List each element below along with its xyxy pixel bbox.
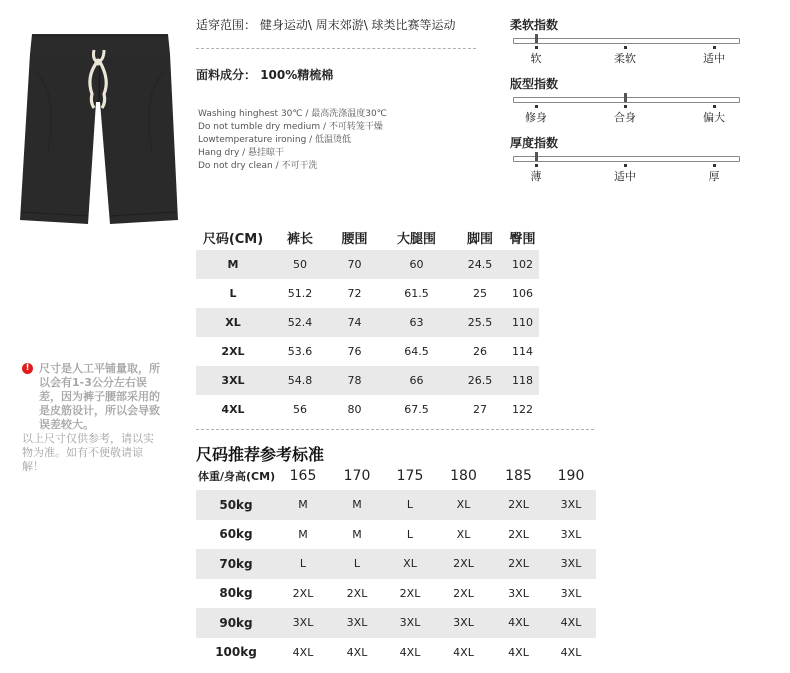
table-cell: 56 [293,403,307,416]
fit-index [510,75,742,131]
table-cell: L [330,549,384,579]
weight-cell: 60kg [219,527,253,542]
scale-dot [713,164,716,167]
table-cell: 3XL [508,586,529,600]
table-row [196,638,596,668]
table-cell: 114 [512,345,533,358]
wash-care-item: Washing hinghest 30℃ / 最高洗涤温度30℃ [198,109,387,119]
table-row [196,279,539,308]
table-cell: 4XL [508,645,529,659]
table-cell: 26.5 [454,366,506,395]
weight-cell: 100kg [215,645,257,660]
table-cell: 4XL [399,645,421,659]
table-cell: 118 [506,366,539,395]
table-cell: 26 [473,345,487,358]
table-cell: 4XL [292,645,314,659]
table-cell: 4XL [560,645,582,659]
usage-scope [196,16,456,33]
scale-dot [624,164,627,167]
table-cell: 64.5 [404,345,429,358]
table-cell: 76 [347,345,362,358]
exclamation-icon: ! [22,363,33,374]
column-header: 脚围 [466,231,493,247]
table-cell: 3XL [276,608,330,638]
size-cell: 2XL [221,345,245,358]
wash-care-list [198,108,387,173]
fit-index-title: 版型指数 [510,77,559,91]
column-header: 裤长 [286,231,313,247]
table-cell: 50 [270,250,330,279]
thickness-label: 适中 [614,170,636,183]
size-cell: M [196,250,270,279]
measurement-note [22,362,162,474]
table-cell: 24.5 [454,250,506,279]
fabric-label: 面料成分： [196,68,257,82]
weight-cell: 50kg [196,490,276,520]
table-cell: 3XL [330,608,384,638]
wash-care-item: Lowtemperature ironing / 低温烫低 [198,135,352,145]
thickness-selected-marker [535,152,538,161]
divider [196,48,476,49]
table-cell: 3XL [546,490,596,520]
table-row [196,608,596,638]
table-cell: 110 [506,308,539,337]
usage-scope-value: 健身运动\ 周末郊游\ 球类比赛等运动 [259,18,456,32]
table-cell: 2XL [436,549,491,579]
column-header: 尺码(CM) [202,231,264,247]
table-cell: 63 [379,308,454,337]
table-cell: 70 [330,250,379,279]
table-cell: 3XL [546,549,596,579]
table-cell: 61.5 [404,287,429,300]
table-cell: 2XL [508,527,529,541]
scale-dot [535,46,538,49]
size-chart-header-row [196,224,539,250]
table-row [196,395,539,424]
thickness-label: 厚 [708,170,720,183]
table-cell: M [298,527,308,541]
table-cell: L [406,527,414,541]
note-text: 尺寸是人工平铺量取，所以会有1-3公分左右误差，因为裤子腰部采用的是皮筋设计，所以会导致误差较大。 [39,362,160,431]
table-cell: 2XL [453,586,474,600]
table-cell: XL [436,490,491,520]
wash-care-item: Hang dry / 悬挂晾干 [198,148,285,158]
table-cell: M [276,490,330,520]
height-header: 190 [557,468,585,484]
table-row [196,549,596,579]
table-row [196,520,596,550]
column-header: 大腿围 [396,231,436,247]
scale-dot [713,46,716,49]
recommend-header-row [196,462,596,490]
thickness-scale-bar [513,156,740,162]
wash-care-item: Do not dry clean / 不可干洗 [198,161,318,171]
softness-label: 适中 [703,52,725,65]
table-cell: 3XL [436,608,491,638]
table-row [196,337,539,366]
weight-cell: 90kg [196,608,276,638]
thickness-index [510,134,742,190]
softness-label: 柔软 [614,52,636,65]
weight-height-header: 体重/身高(CM) [198,470,276,483]
fabric-value: 100%精梳棉 [260,68,334,82]
softness-index [510,16,742,72]
fabric-composition [196,66,333,83]
table-cell: M [352,527,362,541]
scale-dot [535,164,538,167]
table-cell: 80 [347,403,362,416]
table-cell: XL [384,549,436,579]
column-header: 腰围 [341,231,368,247]
table-cell: 74 [330,308,379,337]
size-chart-table [196,224,539,424]
table-row [196,490,596,520]
size-cell: 3XL [196,366,270,395]
shorts-image [18,32,180,226]
wash-care-item: Do not tumble dry medium / 不可转笼干燥 [198,122,383,132]
column-header: 臀围 [509,231,536,247]
softness-scale-bar [513,38,740,44]
table-cell: 3XL [384,608,436,638]
table-cell: 60 [379,250,454,279]
table-cell: 78 [330,366,379,395]
divider [196,429,594,430]
softness-index-title: 柔软指数 [510,18,559,32]
table-cell: 72 [347,287,362,300]
scale-dot [535,105,538,108]
height-header: 175 [396,468,424,484]
table-cell: 51.2 [287,287,313,300]
table-cell: L [384,490,436,520]
table-cell: M [330,490,384,520]
height-header: 180 [450,468,477,484]
table-cell: 27 [473,403,487,416]
table-row [196,308,539,337]
table-cell: 54.8 [270,366,330,395]
scale-dot [713,105,716,108]
table-row [196,366,539,395]
table-cell: 4XL [546,608,596,638]
size-cell: 4XL [221,403,245,416]
table-cell: 2XL [491,490,546,520]
table-cell: 3XL [560,527,582,541]
table-cell: 2XL [292,586,314,600]
softness-label: 软 [530,52,542,65]
table-cell: XL [456,527,471,541]
table-cell: 2XL [491,549,546,579]
table-cell: 67.5 [404,403,429,416]
table-cell: 25 [473,287,487,300]
thickness-label: 薄 [530,170,542,183]
weight-cell: 80kg [219,586,253,601]
height-header: 185 [505,468,532,484]
fit-selected-marker [624,93,627,102]
table-cell: L [276,549,330,579]
table-cell: 25.5 [454,308,506,337]
table-cell: 122 [512,403,533,416]
table-row [196,579,596,609]
scale-dot [624,46,627,49]
thickness-index-title: 厚度指数 [510,136,559,150]
size-recommendation-table [196,462,596,667]
table-cell: 52.4 [270,308,330,337]
table-row [196,250,539,279]
fit-label: 合身 [614,111,636,124]
table-cell: 4XL [346,645,368,659]
softness-selected-marker [535,34,538,43]
table-cell: 66 [379,366,454,395]
scale-dot [624,105,627,108]
fit-label: 修身 [525,111,547,124]
table-cell: 53.6 [287,345,313,358]
table-cell: 3XL [560,586,582,600]
weight-cell: 70kg [196,549,276,579]
note-text: 以上尺寸仅供参考，请以实物为准。如有不便敬请谅解！ [22,432,154,473]
size-cell: XL [196,308,270,337]
height-header: 165 [289,468,317,484]
usage-scope-label: 适穿范围： [196,18,257,32]
table-cell: 2XL [346,586,368,600]
table-cell: 102 [506,250,539,279]
table-cell: 4XL [453,645,474,659]
height-header: 170 [343,468,371,484]
table-cell: 2XL [399,586,421,600]
table-cell: 4XL [491,608,546,638]
recommend-title: 尺码推荐参考标准 [196,445,325,464]
size-cell: L [229,287,237,300]
fit-label: 偏大 [703,111,725,124]
table-cell: 106 [512,287,533,300]
